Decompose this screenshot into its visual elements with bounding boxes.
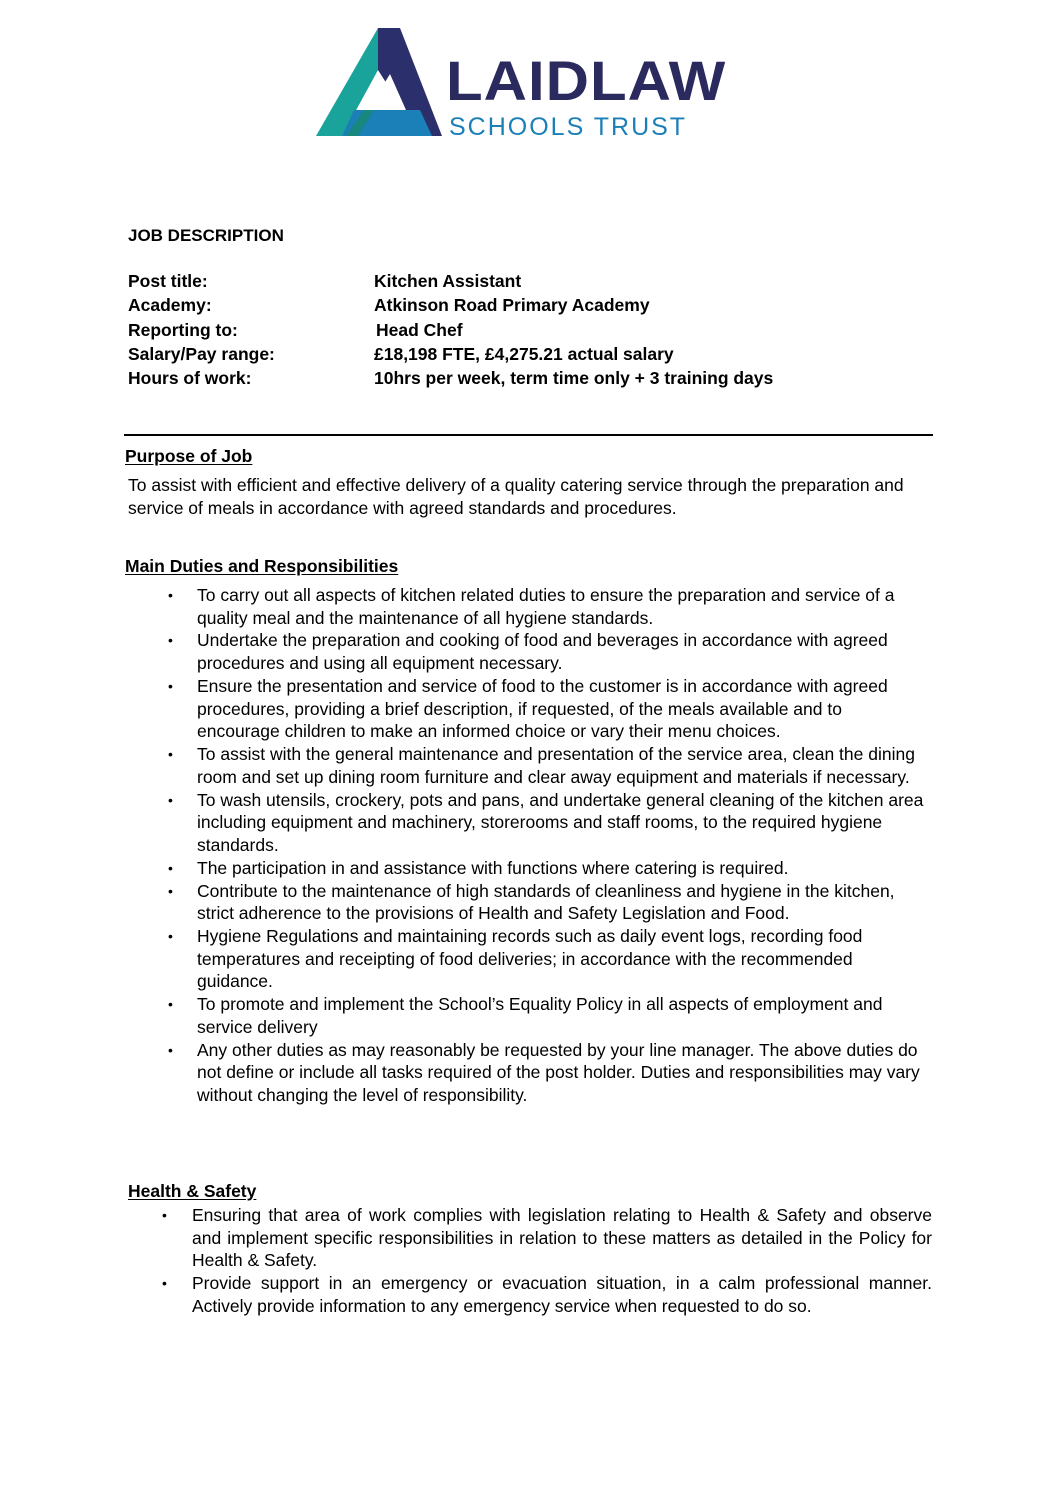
- info-row-reporting-to: [128, 320, 928, 344]
- horizontal-divider: [124, 434, 933, 436]
- info-label: Post title:: [128, 271, 208, 291]
- list-item-text: Hygiene Regulations and maintaining records such as daily event logs, recording food temperatures and receipting of food deliveries; in accordance with the recommended guidance.: [197, 925, 863, 992]
- list-item: [168, 675, 928, 743]
- bullet-icon: •: [168, 882, 173, 899]
- list-item-text: The participation in and assistance with functions where catering is required.: [197, 857, 789, 878]
- list-item: [168, 743, 928, 788]
- list-item-text: To wash utensils, crockery, pots and pans, and undertake general cleaning of the kitchen area including equipment and machinery, storerooms and staff rooms, to the required hygiene standards.: [197, 789, 924, 855]
- bullet-icon: •: [168, 677, 173, 694]
- list-item-text: Contribute to the maintenance of high standards of cleanliness and hygiene in the kitchen, strict adherence to the provisions of Health and Safety Legislation and Food.: [197, 880, 895, 924]
- info-label: Reporting to:: [128, 319, 238, 340]
- info-value: Head Chef: [376, 319, 463, 340]
- info-row-academy: [128, 295, 928, 319]
- bullet-icon: •: [168, 927, 173, 944]
- list-item-text: Provide support in an emergency or evacuation situation, in a calm professional manner. Actively provide information to any emergency service when requested to do so.: [192, 1273, 932, 1316]
- list-item: [168, 925, 928, 993]
- bullet-icon: •: [168, 791, 173, 808]
- health-safety-list: [162, 1204, 932, 1318]
- document-heading: JOB DESCRIPTION: [128, 226, 284, 245]
- duties-list: [168, 584, 928, 1107]
- list-item-text: Any other duties as may reasonably be requested by your line manager. The above duties do not define or include all tasks required of the post holder. Duties and responsibilities may vary without changing the level of responsibility.: [197, 1039, 920, 1105]
- info-row-hours: [128, 368, 928, 392]
- purpose-heading: Purpose of Job: [125, 446, 253, 466]
- logo-name: LAIDLAW: [446, 50, 727, 112]
- triangle-logo-icon: [316, 26, 446, 142]
- list-item: [168, 857, 928, 880]
- list-item-text: To assist with the general maintenance and presentation of the service area, clean the dining room and set up dining room furniture and clear away equipment and materials if necessary.: [197, 744, 915, 787]
- list-item-text: Ensure the presentation and service of food to the customer is in accordance with agreed procedures, providing a brief description, if requested, of the meals available and to encourage children to make an informed choice or vary their menu choices.: [197, 675, 888, 742]
- purpose-text: To assist with efficient and effective delivery of a quality catering service through the preparation and service of meals in accordance with agreed standards and procedures.: [128, 475, 904, 518]
- list-item: [168, 880, 928, 925]
- bullet-icon: •: [162, 1207, 167, 1223]
- list-item-text: To promote and implement the School’s Equality Policy in all aspects of employment and service delivery: [197, 994, 883, 1037]
- list-item: [162, 1204, 932, 1272]
- list-item-text: Ensuring that area of work complies with legislation relating to Health & Safety and observe and implement specific responsibilities in relation to these matters as detailed in the Policy for Health & Safety.: [192, 1205, 932, 1271]
- info-row-salary: [128, 344, 928, 368]
- info-value: Atkinson Road Primary Academy: [374, 295, 650, 316]
- info-label: Academy:: [128, 295, 212, 316]
- list-item: [162, 1272, 932, 1317]
- list-item: [168, 789, 928, 857]
- info-label: Hours of work:: [128, 368, 252, 389]
- duties-heading: Main Duties and Responsibilities: [125, 556, 399, 576]
- list-item: [168, 584, 928, 629]
- logo-subtitle: SCHOOLS TRUST: [449, 113, 688, 141]
- laidlaw-logo: [316, 26, 736, 142]
- bullet-icon: •: [168, 859, 173, 876]
- bullet-icon: •: [162, 1275, 167, 1292]
- info-value: Kitchen Assistant: [374, 271, 522, 291]
- bullet-icon: •: [168, 1041, 173, 1058]
- info-value: £18,198 FTE, £4,275.21 actual salary: [374, 343, 674, 364]
- bullet-icon: •: [168, 632, 173, 649]
- info-value: 10hrs per week, term time only + 3 training days: [374, 368, 774, 389]
- list-item-text: To carry out all aspects of kitchen related duties to ensure the preparation and service of a quality meal and the maintenance of all hygiene standards.: [197, 585, 895, 628]
- job-info-table: [128, 271, 928, 392]
- info-row-post-title: [128, 271, 928, 295]
- info-label: Salary/Pay range:: [128, 343, 275, 364]
- bullet-icon: •: [168, 746, 173, 763]
- bullet-icon: •: [168, 587, 173, 603]
- health-safety-heading: Health & Safety: [128, 1181, 257, 1201]
- list-item: [168, 1039, 928, 1107]
- list-item: [168, 993, 928, 1038]
- bullet-icon: •: [168, 996, 173, 1013]
- list-item: [168, 629, 928, 674]
- list-item-text: Undertake the preparation and cooking of food and beverages in accordance with agreed procedures and using all equipment necessary.: [197, 630, 888, 674]
